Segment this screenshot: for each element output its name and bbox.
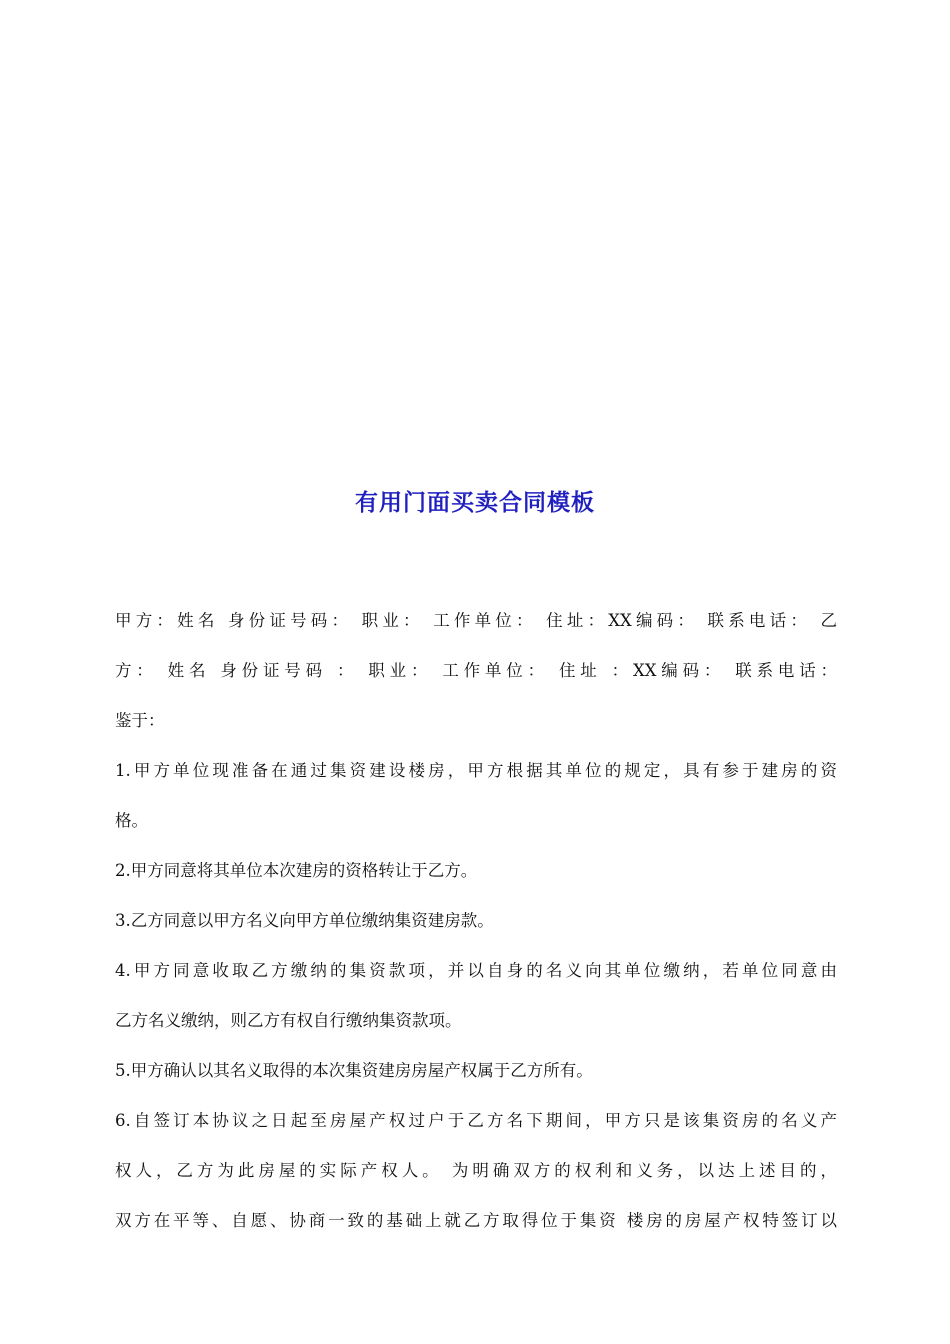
clause-3: 3.乙方同意以甲方名义向甲方单位缴纳集资建房款。 [115,911,494,930]
party-b-line: 方： 姓名 身份证号码 ： 职业： 工作单位： 住址 ：XX编码： 联系电话： [115,661,837,680]
document-title: 有用门面买卖合同模板 [355,490,595,516]
clause-2: 2.甲方同意将其单位本次建房的资格转让于乙方。 [115,861,478,880]
clause-1-line-2: 格。 [115,811,148,830]
party-a-line: 甲方：姓名 身份证号码： 职业： 工作单位： 住址：XX编码： 联系电话： 乙 [115,611,837,630]
clause-4-line-1: 4.甲方同意收取乙方缴纳的集资款项，并以自身的名义向其单位缴纳，若单位同意由 [115,961,837,980]
clause-1-line-1: 1.甲方单位现准备在通过集资建设楼房，甲方根据其单位的规定，具有参于建房的资 [115,761,837,780]
clause-5: 5.甲方确认以其名义取得的本次集资建房房屋产权属于乙方所有。 [115,1061,593,1080]
clause-6-line-3: 双方在平等、自愿、协商一致的基础上就乙方取得位于集资 楼房的房屋产权特签订以 [115,1211,837,1230]
whereas-heading: 鉴于： [115,711,165,730]
document-body [115,596,837,1246]
clause-6-line-2: 权人，乙方为此房屋的实际产权人。 为明确双方的权利和义务，以达上述目的， [115,1161,837,1180]
clause-6-line-1: 6.自签订本协议之日起至房屋产权过户于乙方名下期间，甲方只是该集资房的名义产 [115,1111,837,1130]
clause-4-line-2: 乙方名义缴纳，则乙方有权自行缴纳集资款项。 [115,1011,462,1030]
